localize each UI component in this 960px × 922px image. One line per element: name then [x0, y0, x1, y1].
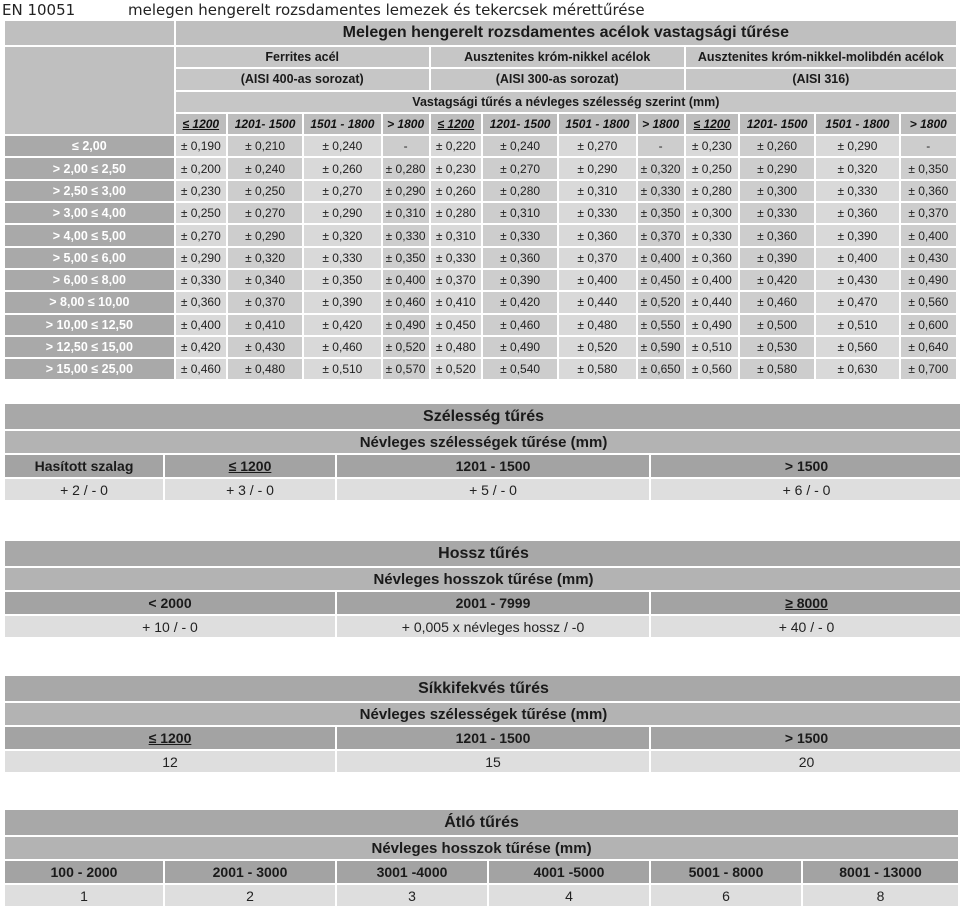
standard-code: EN 10051 — [2, 1, 76, 19]
length-header-cell: ≥ 8000 — [651, 592, 960, 614]
tolerance-value-cell: ± 0,580 — [559, 359, 635, 379]
thickness-table-title: Melegen hengerelt rozsdamentes acélok vastagsági tűrése — [176, 21, 956, 45]
corner-cell — [5, 21, 174, 45]
diagonal-header-cell: 2001 - 3000 — [165, 861, 335, 883]
tolerance-value-cell: ± 0,290 — [228, 225, 302, 245]
diagonal-subtitle: Névleges hosszok tűrése (mm) — [5, 837, 958, 859]
width-header-cell: 1201 - 1500 — [337, 455, 649, 477]
width-range-header: 1201- 1500 — [740, 114, 814, 134]
diagonal-header-cell: 100 - 2000 — [5, 861, 163, 883]
table-row — [5, 315, 956, 335]
tolerance-value-cell: ± 0,290 — [816, 136, 898, 156]
table-row — [5, 203, 956, 223]
tolerance-value-cell: ± 0,400 — [559, 270, 635, 290]
tolerance-value-cell: ± 0,360 — [816, 203, 898, 223]
diagonal-header-cell: 5001 - 8000 — [651, 861, 801, 883]
tolerance-value-cell: ± 0,330 — [304, 248, 380, 268]
tolerance-value-cell: ± 0,290 — [176, 248, 226, 268]
width-range-header: > 1800 — [901, 114, 956, 134]
tolerance-value-cell: ± 0,360 — [901, 181, 956, 201]
tolerance-value-cell: ± 0,400 — [901, 225, 956, 245]
tolerance-value-cell: ± 0,560 — [816, 337, 898, 357]
tolerance-value-cell: - — [638, 136, 684, 156]
tolerance-value-cell: ± 0,330 — [431, 248, 481, 268]
length-value-cell: + 0,005 x névleges hossz / -0 — [337, 616, 649, 637]
width-value-cell: + 6 / - 0 — [651, 479, 960, 500]
tolerance-value-cell: ± 0,550 — [638, 315, 684, 335]
tolerance-value-cell: ± 0,370 — [431, 270, 481, 290]
tolerance-value-cell: ± 0,220 — [431, 136, 481, 156]
tolerance-value-cell: ± 0,360 — [176, 292, 226, 312]
tolerance-value-cell: ± 0,480 — [228, 359, 302, 379]
tolerance-value-cell: ± 0,460 — [383, 292, 429, 312]
table-row — [5, 181, 956, 201]
tolerance-value-cell: ± 0,330 — [383, 225, 429, 245]
tolerance-value-cell: ± 0,440 — [559, 292, 635, 312]
tolerance-value-cell: ± 0,240 — [228, 158, 302, 178]
thickness-tolerance-table — [3, 19, 958, 381]
diagonal-header-cell: 4001 -5000 — [489, 861, 649, 883]
width-range-header: 1201- 1500 — [228, 114, 302, 134]
diagonal-title: Átló tűrés — [5, 810, 958, 835]
tolerance-value-cell: ± 0,290 — [304, 203, 380, 223]
width-range-header: > 1800 — [383, 114, 429, 134]
thickness-range-label: > 2,50 ≤ 3,00 — [5, 181, 174, 201]
tolerance-value-cell: ± 0,280 — [383, 158, 429, 178]
tolerance-value-cell: ± 0,250 — [686, 158, 738, 178]
length-header-cell: < 2000 — [5, 592, 335, 614]
tolerance-value-cell: ± 0,440 — [686, 292, 738, 312]
thickness-range-label: > 10,00 ≤ 12,50 — [5, 315, 174, 335]
tolerance-value-cell: ± 0,430 — [901, 248, 956, 268]
tolerance-value-cell: ± 0,500 — [740, 315, 814, 335]
thickness-range-label: ≤ 2,00 — [5, 136, 174, 156]
tolerance-value-cell: ± 0,490 — [483, 337, 557, 357]
diagonal-value-cell: 4 — [489, 885, 649, 906]
tolerance-value-cell: ± 0,240 — [304, 136, 380, 156]
flatness-tolerance-table — [3, 674, 960, 774]
width-range-header: > 1800 — [638, 114, 684, 134]
tolerance-value-cell: ± 0,560 — [901, 292, 956, 312]
flatness-header-cell: ≤ 1200 — [5, 727, 335, 749]
tolerance-value-cell: ± 0,460 — [483, 315, 557, 335]
table-row — [5, 270, 956, 290]
tolerance-value-cell: ± 0,600 — [901, 315, 956, 335]
tolerance-value-cell: ± 0,330 — [638, 181, 684, 201]
tolerance-value-cell: ± 0,190 — [176, 136, 226, 156]
tolerance-value-cell: ± 0,350 — [901, 158, 956, 178]
tolerance-value-cell: ± 0,420 — [176, 337, 226, 357]
tolerance-value-cell: ± 0,250 — [176, 203, 226, 223]
tolerance-value-cell: ± 0,360 — [686, 248, 738, 268]
tolerance-value-cell: ± 0,280 — [431, 203, 481, 223]
tolerance-value-cell: ± 0,370 — [559, 248, 635, 268]
tolerance-value-cell: ± 0,420 — [483, 292, 557, 312]
tolerance-value-cell: ± 0,310 — [383, 203, 429, 223]
thickness-range-label: > 6,00 ≤ 8,00 — [5, 270, 174, 290]
tolerance-value-cell: ± 0,260 — [740, 136, 814, 156]
tolerance-value-cell: ± 0,240 — [483, 136, 557, 156]
tolerance-value-cell: ± 0,580 — [740, 359, 814, 379]
flatness-value-cell: 12 — [5, 751, 335, 772]
tolerance-value-cell: ± 0,280 — [686, 181, 738, 201]
tolerance-value-cell: ± 0,520 — [431, 359, 481, 379]
table-row — [5, 292, 956, 312]
tolerance-value-cell: ± 0,400 — [686, 270, 738, 290]
diagonal-value-cell: 3 — [337, 885, 487, 906]
tolerance-value-cell: ± 0,350 — [383, 248, 429, 268]
tolerance-value-cell: ± 0,360 — [740, 225, 814, 245]
width-subtitle: Névleges szélességek tűrése (mm) — [5, 431, 960, 453]
tolerance-value-cell: ± 0,320 — [228, 248, 302, 268]
tolerance-value-cell: ± 0,510 — [304, 359, 380, 379]
diagonal-value-cell: 2 — [165, 885, 335, 906]
thickness-range-label: > 3,00 ≤ 4,00 — [5, 203, 174, 223]
tolerance-value-cell: ± 0,480 — [431, 337, 481, 357]
diagonal-value-cell: 1 — [5, 885, 163, 906]
flatness-header-cell: > 1500 — [651, 727, 960, 749]
diagonal-tolerance-table — [3, 808, 960, 908]
tolerance-value-cell: ± 0,310 — [431, 225, 481, 245]
group-austenitic-crni: Ausztenites króm-nikkel acélok — [431, 47, 684, 67]
length-value-cell: + 40 / - 0 — [651, 616, 960, 637]
group-austenitic-crnimo: Ausztenites króm-nikkel-molibdén acélok — [686, 47, 956, 67]
width-range-header: 1501 - 1800 — [559, 114, 635, 134]
width-tolerance-table — [3, 402, 960, 502]
tolerance-value-cell: ± 0,350 — [638, 203, 684, 223]
length-tolerance-table — [3, 539, 960, 639]
tolerance-value-cell: ± 0,230 — [686, 136, 738, 156]
tolerance-value-cell: ± 0,270 — [228, 203, 302, 223]
thickness-range-label: > 12,50 ≤ 15,00 — [5, 337, 174, 357]
tolerance-value-cell: ± 0,310 — [483, 203, 557, 223]
tolerance-value-cell: ± 0,420 — [740, 270, 814, 290]
tolerance-value-cell: ± 0,330 — [559, 203, 635, 223]
flatness-value-cell: 15 — [337, 751, 649, 772]
diagonal-header-cell: 8001 - 13000 — [803, 861, 958, 883]
tolerance-value-cell: ± 0,450 — [431, 315, 481, 335]
flatness-title: Síkkifekvés tűrés — [5, 676, 960, 701]
tolerance-value-cell: ± 0,400 — [383, 270, 429, 290]
tolerance-value-cell: ± 0,490 — [686, 315, 738, 335]
tolerance-value-cell: ± 0,370 — [638, 225, 684, 245]
tolerance-value-cell: ± 0,290 — [383, 181, 429, 201]
tolerance-value-cell: ± 0,520 — [383, 337, 429, 357]
tolerance-value-cell: ± 0,420 — [304, 315, 380, 335]
width-range-header: 1501 - 1800 — [816, 114, 898, 134]
tolerance-value-cell: ± 0,360 — [559, 225, 635, 245]
series-austenitic-crnimo: (AISI 316) — [686, 69, 956, 89]
tolerance-value-cell: ± 0,270 — [559, 136, 635, 156]
thickness-range-label: > 15,00 ≤ 25,00 — [5, 359, 174, 379]
tolerance-value-cell: ± 0,250 — [228, 181, 302, 201]
tolerance-value-cell: ± 0,290 — [559, 158, 635, 178]
tolerance-value-cell: ± 0,460 — [176, 359, 226, 379]
tolerance-value-cell: ± 0,300 — [686, 203, 738, 223]
tolerance-value-cell: ± 0,450 — [638, 270, 684, 290]
diagonal-value-cell: 6 — [651, 885, 801, 906]
tolerance-value-cell: - — [383, 136, 429, 156]
table-row — [5, 359, 956, 379]
tolerance-value-cell: ± 0,270 — [176, 225, 226, 245]
tolerance-value-cell: ± 0,340 — [228, 270, 302, 290]
tolerance-value-cell: ± 0,390 — [740, 248, 814, 268]
tolerance-value-cell: ± 0,520 — [559, 337, 635, 357]
table-row — [5, 158, 956, 178]
tolerance-value-cell: ± 0,310 — [559, 181, 635, 201]
tolerance-value-cell: ± 0,320 — [304, 225, 380, 245]
length-header-cell: 2001 - 7999 — [337, 592, 649, 614]
diagonal-header-cell: 3001 -4000 — [337, 861, 487, 883]
tolerance-value-cell: ± 0,540 — [483, 359, 557, 379]
flatness-header-cell: 1201 - 1500 — [337, 727, 649, 749]
tolerance-value-cell: ± 0,410 — [228, 315, 302, 335]
tolerance-value-cell: ± 0,370 — [901, 203, 956, 223]
tolerance-value-cell: ± 0,430 — [816, 270, 898, 290]
tolerance-value-cell: ± 0,470 — [816, 292, 898, 312]
tolerance-value-cell: ± 0,390 — [483, 270, 557, 290]
width-range-header: 1501 - 1800 — [304, 114, 380, 134]
tolerance-value-cell: ± 0,320 — [816, 158, 898, 178]
tolerance-value-cell: ± 0,400 — [638, 248, 684, 268]
width-range-header: ≤ 1200 — [431, 114, 481, 134]
tolerance-value-cell: ± 0,270 — [483, 158, 557, 178]
tolerance-value-cell: ± 0,560 — [686, 359, 738, 379]
thickness-range-label: > 2,00 ≤ 2,50 — [5, 158, 174, 178]
tolerance-value-cell: ± 0,700 — [901, 359, 956, 379]
length-subtitle: Névleges hosszok tűrése (mm) — [5, 568, 960, 590]
tolerance-value-cell: ± 0,360 — [483, 248, 557, 268]
tolerance-value-cell: ± 0,510 — [816, 315, 898, 335]
tolerance-value-cell: ± 0,230 — [176, 181, 226, 201]
tolerance-value-cell: ± 0,330 — [686, 225, 738, 245]
tolerance-value-cell: ± 0,390 — [304, 292, 380, 312]
document-title: melegen hengerelt rozsdamentes lemezek és tekercsek mérettűrése — [128, 1, 645, 19]
width-header-cell: Hasított szalag — [5, 455, 163, 477]
tolerance-value-cell: ± 0,330 — [740, 203, 814, 223]
tolerance-value-cell: ± 0,520 — [638, 292, 684, 312]
tolerance-value-cell: ± 0,330 — [483, 225, 557, 245]
table-row — [5, 248, 956, 268]
tolerance-value-cell: - — [901, 136, 956, 156]
corner-cell-left — [5, 47, 174, 134]
tolerance-value-cell: ± 0,480 — [559, 315, 635, 335]
tolerance-value-cell: ± 0,460 — [740, 292, 814, 312]
thickness-range-label: > 5,00 ≤ 6,00 — [5, 248, 174, 268]
tolerance-value-cell: ± 0,300 — [740, 181, 814, 201]
tolerance-value-cell: ± 0,400 — [176, 315, 226, 335]
tolerance-value-cell: ± 0,330 — [816, 181, 898, 201]
tolerance-value-cell: ± 0,650 — [638, 359, 684, 379]
tolerance-value-cell: ± 0,410 — [431, 292, 481, 312]
tolerance-value-cell: ± 0,370 — [228, 292, 302, 312]
width-value-cell: + 3 / - 0 — [165, 479, 335, 500]
diagonal-value-cell: 8 — [803, 885, 958, 906]
length-value-cell: + 10 / - 0 — [5, 616, 335, 637]
tolerance-value-cell: ± 0,350 — [304, 270, 380, 290]
width-range-header: ≤ 1200 — [176, 114, 226, 134]
width-header-cell: ≤ 1200 — [165, 455, 335, 477]
table-row — [5, 225, 956, 245]
flatness-value-cell: 20 — [651, 751, 960, 772]
group-ferritic: Ferrites acél — [176, 47, 429, 67]
tolerance-value-cell: ± 0,230 — [431, 158, 481, 178]
tolerance-value-cell: ± 0,260 — [431, 181, 481, 201]
table-row — [5, 136, 956, 156]
tolerance-value-cell: ± 0,570 — [383, 359, 429, 379]
tolerance-value-cell: ± 0,280 — [483, 181, 557, 201]
tolerance-value-cell: ± 0,200 — [176, 158, 226, 178]
thickness-subtitle: Vastagsági tűrés a névleges szélesség szerint (mm) — [176, 92, 956, 112]
tolerance-value-cell: ± 0,490 — [383, 315, 429, 335]
tolerance-value-cell: ± 0,430 — [228, 337, 302, 357]
flatness-subtitle: Névleges szélességek tűrése (mm) — [5, 703, 960, 725]
tolerance-value-cell: ± 0,330 — [176, 270, 226, 290]
tolerance-value-cell: ± 0,290 — [740, 158, 814, 178]
tolerance-value-cell: ± 0,260 — [304, 158, 380, 178]
tolerance-value-cell: ± 0,460 — [304, 337, 380, 357]
table-row — [5, 337, 956, 357]
tolerance-value-cell: ± 0,270 — [304, 181, 380, 201]
tolerance-value-cell: ± 0,210 — [228, 136, 302, 156]
series-austenitic-crni: (AISI 300-as sorozat) — [431, 69, 684, 89]
width-title: Szélesség tűrés — [5, 404, 960, 429]
tolerance-value-cell: ± 0,390 — [816, 225, 898, 245]
width-range-header: 1201- 1500 — [483, 114, 557, 134]
tolerance-value-cell: ± 0,320 — [638, 158, 684, 178]
tolerance-value-cell: ± 0,400 — [816, 248, 898, 268]
width-range-header: ≤ 1200 — [686, 114, 738, 134]
width-value-cell: + 5 / - 0 — [337, 479, 649, 500]
series-ferritic: (AISI 400-as sorozat) — [176, 69, 429, 89]
width-value-cell: + 2 / - 0 — [5, 479, 163, 500]
thickness-range-label: > 8,00 ≤ 10,00 — [5, 292, 174, 312]
length-title: Hossz tűrés — [5, 541, 960, 566]
tolerance-value-cell: ± 0,640 — [901, 337, 956, 357]
thickness-range-label: > 4,00 ≤ 5,00 — [5, 225, 174, 245]
tolerance-value-cell: ± 0,530 — [740, 337, 814, 357]
tolerance-value-cell: ± 0,490 — [901, 270, 956, 290]
width-header-cell: > 1500 — [651, 455, 960, 477]
tolerance-value-cell: ± 0,510 — [686, 337, 738, 357]
tolerance-value-cell: ± 0,630 — [816, 359, 898, 379]
tolerance-value-cell: ± 0,590 — [638, 337, 684, 357]
